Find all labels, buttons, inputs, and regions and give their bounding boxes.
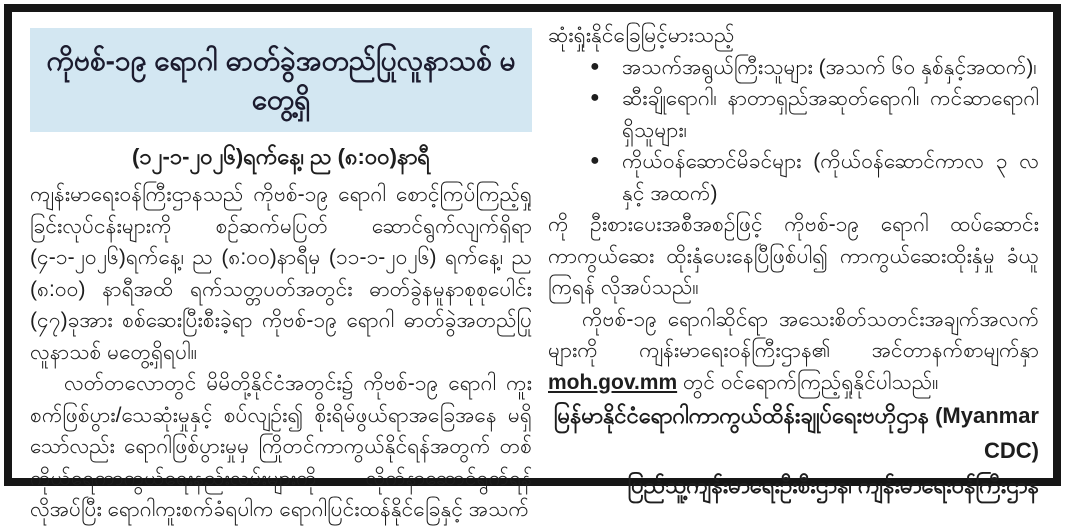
page-frame	[4, 4, 1061, 522]
footer-signature	[548, 398, 1039, 505]
bullet-icon: ●	[590, 57, 600, 75]
risk-group-elderly: အသက်အရွယ်ကြီးသူများ (အသက် ၆၀ နှစ်နှင့်အထက်)၊	[622, 55, 1037, 79]
left-column	[30, 20, 532, 522]
list-item	[548, 52, 1039, 84]
list-item	[548, 146, 1039, 209]
right-column	[548, 20, 1039, 498]
list-item	[548, 83, 1039, 146]
title-banner	[30, 28, 532, 132]
risk-group-pregnant: ကိုယ်ဝန်ဆောင်မိခင်များ (ကိုယ်ဝန်ဆောင်ကာလ ၃ လနှင့် အထက်)	[622, 150, 1039, 205]
details-paragraph	[548, 304, 1039, 399]
footer-organization-line: မြန်မာနိုင်ငံရောဂါကာကွယ်ထိန်းချုပ်ရေးဗဟိုဌာန (Myanmar CDC)	[553, 403, 1039, 463]
website-link[interactable]: moh.gov.mm	[548, 370, 678, 394]
page-title: ကိုဗစ်-၁၉ ရောဂါ ဓာတ်ခွဲအတည်ပြုလူနာသစ် မတွေ့ရှိ	[46, 45, 516, 116]
risk-continuation-line: ဆုံးရှုံးနိုင်ခြေမြင့်မားသည့်	[548, 24, 735, 47]
risk-group-list	[548, 52, 1039, 210]
footer-department-line: ပြည်သူ့ကျန်းမာရေးဦးစီးဌာန၊ ကျန်းမာရေးဝန်ကြီးဌာန	[627, 473, 1039, 498]
risk-group-chronic-disease: ဆီးချိုရောဂါ၊ နာတာရှည်အဆုတ်ရောဂါ၊ ကင်ဆာရောဂါရှိသူများ၊	[622, 87, 1039, 142]
article-body	[12, 12, 1053, 522]
bullet-icon: ●	[590, 89, 600, 106]
details-text-after-link: တွင် ဝင်ရောက်ကြည့်ရှုနိုင်ပါသည်။	[677, 370, 939, 394]
surveillance-paragraph: ကျန်းမာရေးဝန်ကြီးဌာနသည် ကိုဗစ်-၁၉ ရောဂါ စောင့်ကြပ်ကြည့်ရှုခြင်းလုပ်ငန်းများကို စဉ်ဆက်မပြတ် ဆောင်ရွက်လျက်ရှိရာ (၄-၁-၂၀၂၆)ရက်နေ့၊ ည (၈:၀၀)နာရီမှ (၁၁-၁-၂၀၂၆) ရက်နေ့၊ ည (၈:၀၀) နာရီအထိ ရက်သတ္တပတ်အတွင်း ဓာတ်ခွဲနမူနာစုစုပေါင်း (၄၇)ခုအား စစ်ဆေးပြီးစီးခဲ့ရာ ကိုဗစ်-၁၉ ရောဂါ ဓာတ်ခွဲအတည်ပြုလူနာသစ် မတွေ့ရှိရပါ။	[30, 183, 532, 364]
bullet-icon: ●	[590, 152, 600, 169]
prevention-paragraph: လတ်တလောတွင် မိမိတို့နိုင်ငံအတွင်း၌ ကိုဗစ်-၁၉ ရောဂါ ကူးစက်ဖြစ်ပွား/သေဆုံးမှုနှင့် စပ်လျဉ်း၍ စိုးရိမ်ဖွယ်ရာအခြေအနေ မရှိသော်လည်း ရောဂါဖြစ်ပွားမှုမှ ကြိုတင်ကာကွယ်နိုင်ရန်အတွက် တစ်ကိုယ်ရေကာကွယ်ရေးနည်းလမ်းများကို လိုက်နာဆောင်ရွက်ရန် လိုအပ်ပြီး ရောဂါကူးစက်ခံရပါက ရောဂါပြင်းထန်နိုင်ခြေနှင့် အသက်	[30, 372, 532, 522]
dateline: (၁၂-၁-၂၀၂၆)ရက်နေ့၊ ည (၈:၀၀)နာရီ	[131, 144, 431, 170]
vaccination-paragraph: ကို ဦးစားပေးအစီအစဉ်ဖြင့် ကိုဗစ်-၁၉ ရောဂါ ထပ်ဆောင်းကာကွယ်ဆေး ထိုးနှံပေးနေပြီဖြစ်ပါ၍ ကာကွယ်ဆေးထိုးနှံမှု ခံယူကြရန် လိုအပ်သည်။	[548, 213, 1039, 299]
details-text-before-link: ကိုဗစ်-၁၉ ရောဂါဆိုင်ရာ အသေးစိတ်သတင်းအချက်အလက်များကို ကျန်းမာရေးဝန်ကြီးဌာန၏ အင်တာနက်စာမျက်နှာ	[548, 307, 1039, 362]
